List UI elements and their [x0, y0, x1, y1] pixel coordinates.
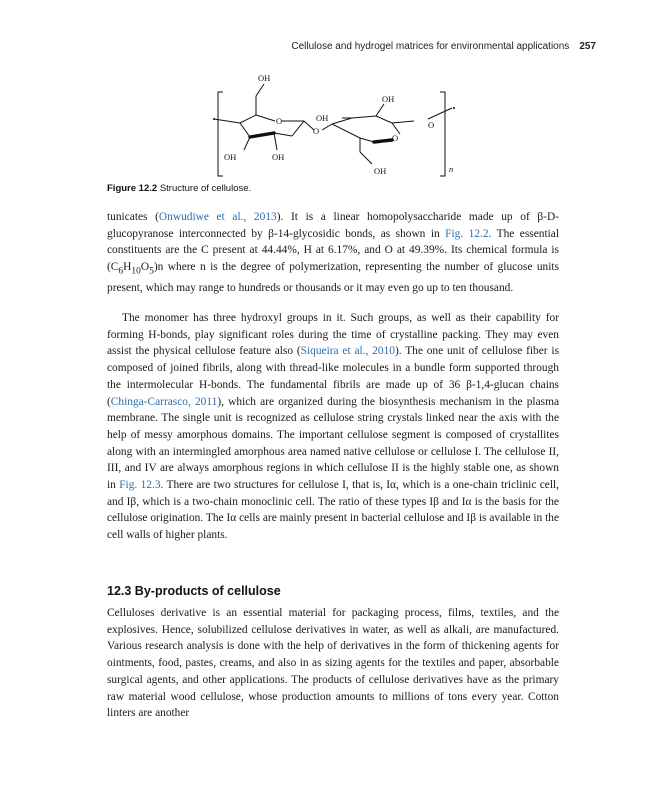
label-oh-top-left: OH	[258, 73, 271, 83]
ring1-bond-c	[274, 133, 292, 136]
label-subscript-n: n	[449, 164, 454, 174]
citation-link[interactable]: Siqueira et al., 2010	[300, 345, 395, 358]
right-terminal-bond	[428, 108, 452, 119]
ring1-oh-down-2	[274, 133, 277, 150]
label-oh-bottom-1: OH	[224, 152, 237, 162]
ring2-exit-bond	[392, 121, 414, 123]
page-number: 257	[579, 41, 596, 52]
left-chain-dot	[213, 118, 215, 120]
ring2-bold-edge	[374, 140, 392, 142]
ring2-oh-up	[376, 104, 384, 116]
right-bracket	[440, 92, 445, 176]
text-run: . The essential constituents are the C present at 44.44%, H at 6.17%, and O at 49.39%. Its chemical formula is (C	[107, 227, 559, 274]
citation-link[interactable]: Chinga-Carrasco, 2011	[110, 395, 218, 408]
label-oh-mid: OH	[316, 113, 329, 123]
citation-link[interactable]: Fig. 12.3	[119, 479, 161, 492]
citation-link[interactable]: Onwudiwe et al., 2013	[158, 211, 277, 223]
ring1-bond-f	[256, 115, 275, 121]
text-run: ), which are organized during the biosynthesis mechanism in the plasma membrane. The single unit is recognized as cellulose string crystals linked near the axis with the help of messy amorphous domains. The important cellulose segment is composed of crystallites along with an intermingled amorphous area named native cellulose or cellulose I. The cellulose II, III, and IV are always amorphous regions in which cellulose II is the highly stable one, as shown in	[107, 395, 559, 492]
figure-caption-label: Figure 12.2	[107, 183, 158, 194]
bridge-bond-b	[322, 124, 332, 130]
text-run: The monomer has three hydroxyl groups in it. Such groups, as well as their capability for forming H-bonds, play significant roles during the time of crystalline packing. They may even assist the physical cellulose feature also (	[107, 312, 559, 358]
ring2-bond-b	[352, 116, 376, 118]
paragraph-1	[107, 209, 559, 297]
figure-caption-text: Structure of cellulose.	[159, 183, 252, 194]
figure-caption	[107, 183, 251, 194]
ring2-oh-down	[360, 152, 372, 164]
text-run: ). The one unit of cellulose fiber is composed of joined fibrils, along with thread-like molecules in a bundle form supported through the intermolecular H-bonds. The fundamental fibrils are made up of 36 β-1,4-glucan chains (	[107, 345, 560, 408]
ring1-bond-a	[240, 123, 250, 137]
formula-subscript: 6	[118, 266, 124, 277]
text-run: . There are two structures for cellulose I, that is, Iα, which is a one-chain triclinic cell, and Iβ, which is a two-chain monoclinic cell. The ratio of these types Iβ and Iα is the basis for the cellulose origination. The Iα cells are mainly present in bacterial cellulose and Iβ is available in the cell walls of higher plants.	[107, 479, 559, 542]
section-heading: 12.3 By-products of cellulose	[107, 584, 281, 598]
text-run: H	[123, 261, 132, 274]
label-oh-top-right: OH	[382, 94, 395, 104]
ring2-bond-a	[332, 118, 352, 124]
label-o-ring-right: O	[392, 133, 399, 143]
ring1-bond-d	[292, 121, 304, 136]
text-run: Celluloses derivative is an essential material for packaging process, films, textiles, and the explosives. Hence, solubilized cellulose derivatives in water, as well as alkali, are manufactured. Various research analysis is done with the help of derivatives in the form of thickening agents for ointments, food, pastes, creams, and also in as sizing agents for the textiles and paper, absorbable surgical agents, and other applications. The products of cellulose derivatives have as the primary raw material wood cellulose, whose production amounts to millions of tons every year. Cotton linters are another	[107, 607, 559, 720]
formula-subscript: 10	[131, 266, 141, 277]
ring1-oh-down-1	[244, 137, 250, 150]
structure-lines	[214, 84, 452, 176]
right-chain-dot	[453, 107, 455, 109]
cellulose-structure-diagram	[204, 64, 474, 186]
ring2-bond-f	[360, 138, 374, 142]
ring1-bold-edge	[250, 133, 274, 137]
ring2-bond-g	[332, 124, 360, 138]
label-o-right: O	[428, 120, 435, 130]
paragraph-2	[107, 310, 559, 544]
paragraph-3	[107, 605, 559, 722]
label-oh-bottom-right: OH	[374, 166, 387, 176]
text-run: tunicates (	[107, 211, 159, 223]
text-run: O	[140, 261, 150, 274]
text-run: ). It is a linear homopolysaccharide made up of β-D-glucopyranose interconnected by β-14-glycosidic bonds, as shown in	[107, 211, 559, 240]
text-run: )n where n is the degree of polymerization, representing the number of glucose units present, which may range to hundreds or thousands or it may even go up to ten thousand.	[107, 261, 559, 295]
label-o-bridge: O	[313, 126, 320, 136]
citation-link[interactable]: Fig. 12.2	[445, 227, 489, 240]
label-oh-bottom-2: OH	[272, 152, 285, 162]
label-o-ring-left: O	[276, 116, 283, 126]
cellulose-structure-figure	[204, 64, 474, 186]
running-title: Cellulose and hydrogel matrices for environmental applications	[291, 41, 570, 52]
running-header	[100, 41, 596, 52]
ring2-bond-c	[376, 116, 392, 123]
formula-subscript: 5	[149, 266, 154, 277]
ring1-oh-bond	[256, 84, 264, 96]
ring1-bond-g	[240, 115, 256, 123]
left-bracket	[218, 92, 223, 176]
